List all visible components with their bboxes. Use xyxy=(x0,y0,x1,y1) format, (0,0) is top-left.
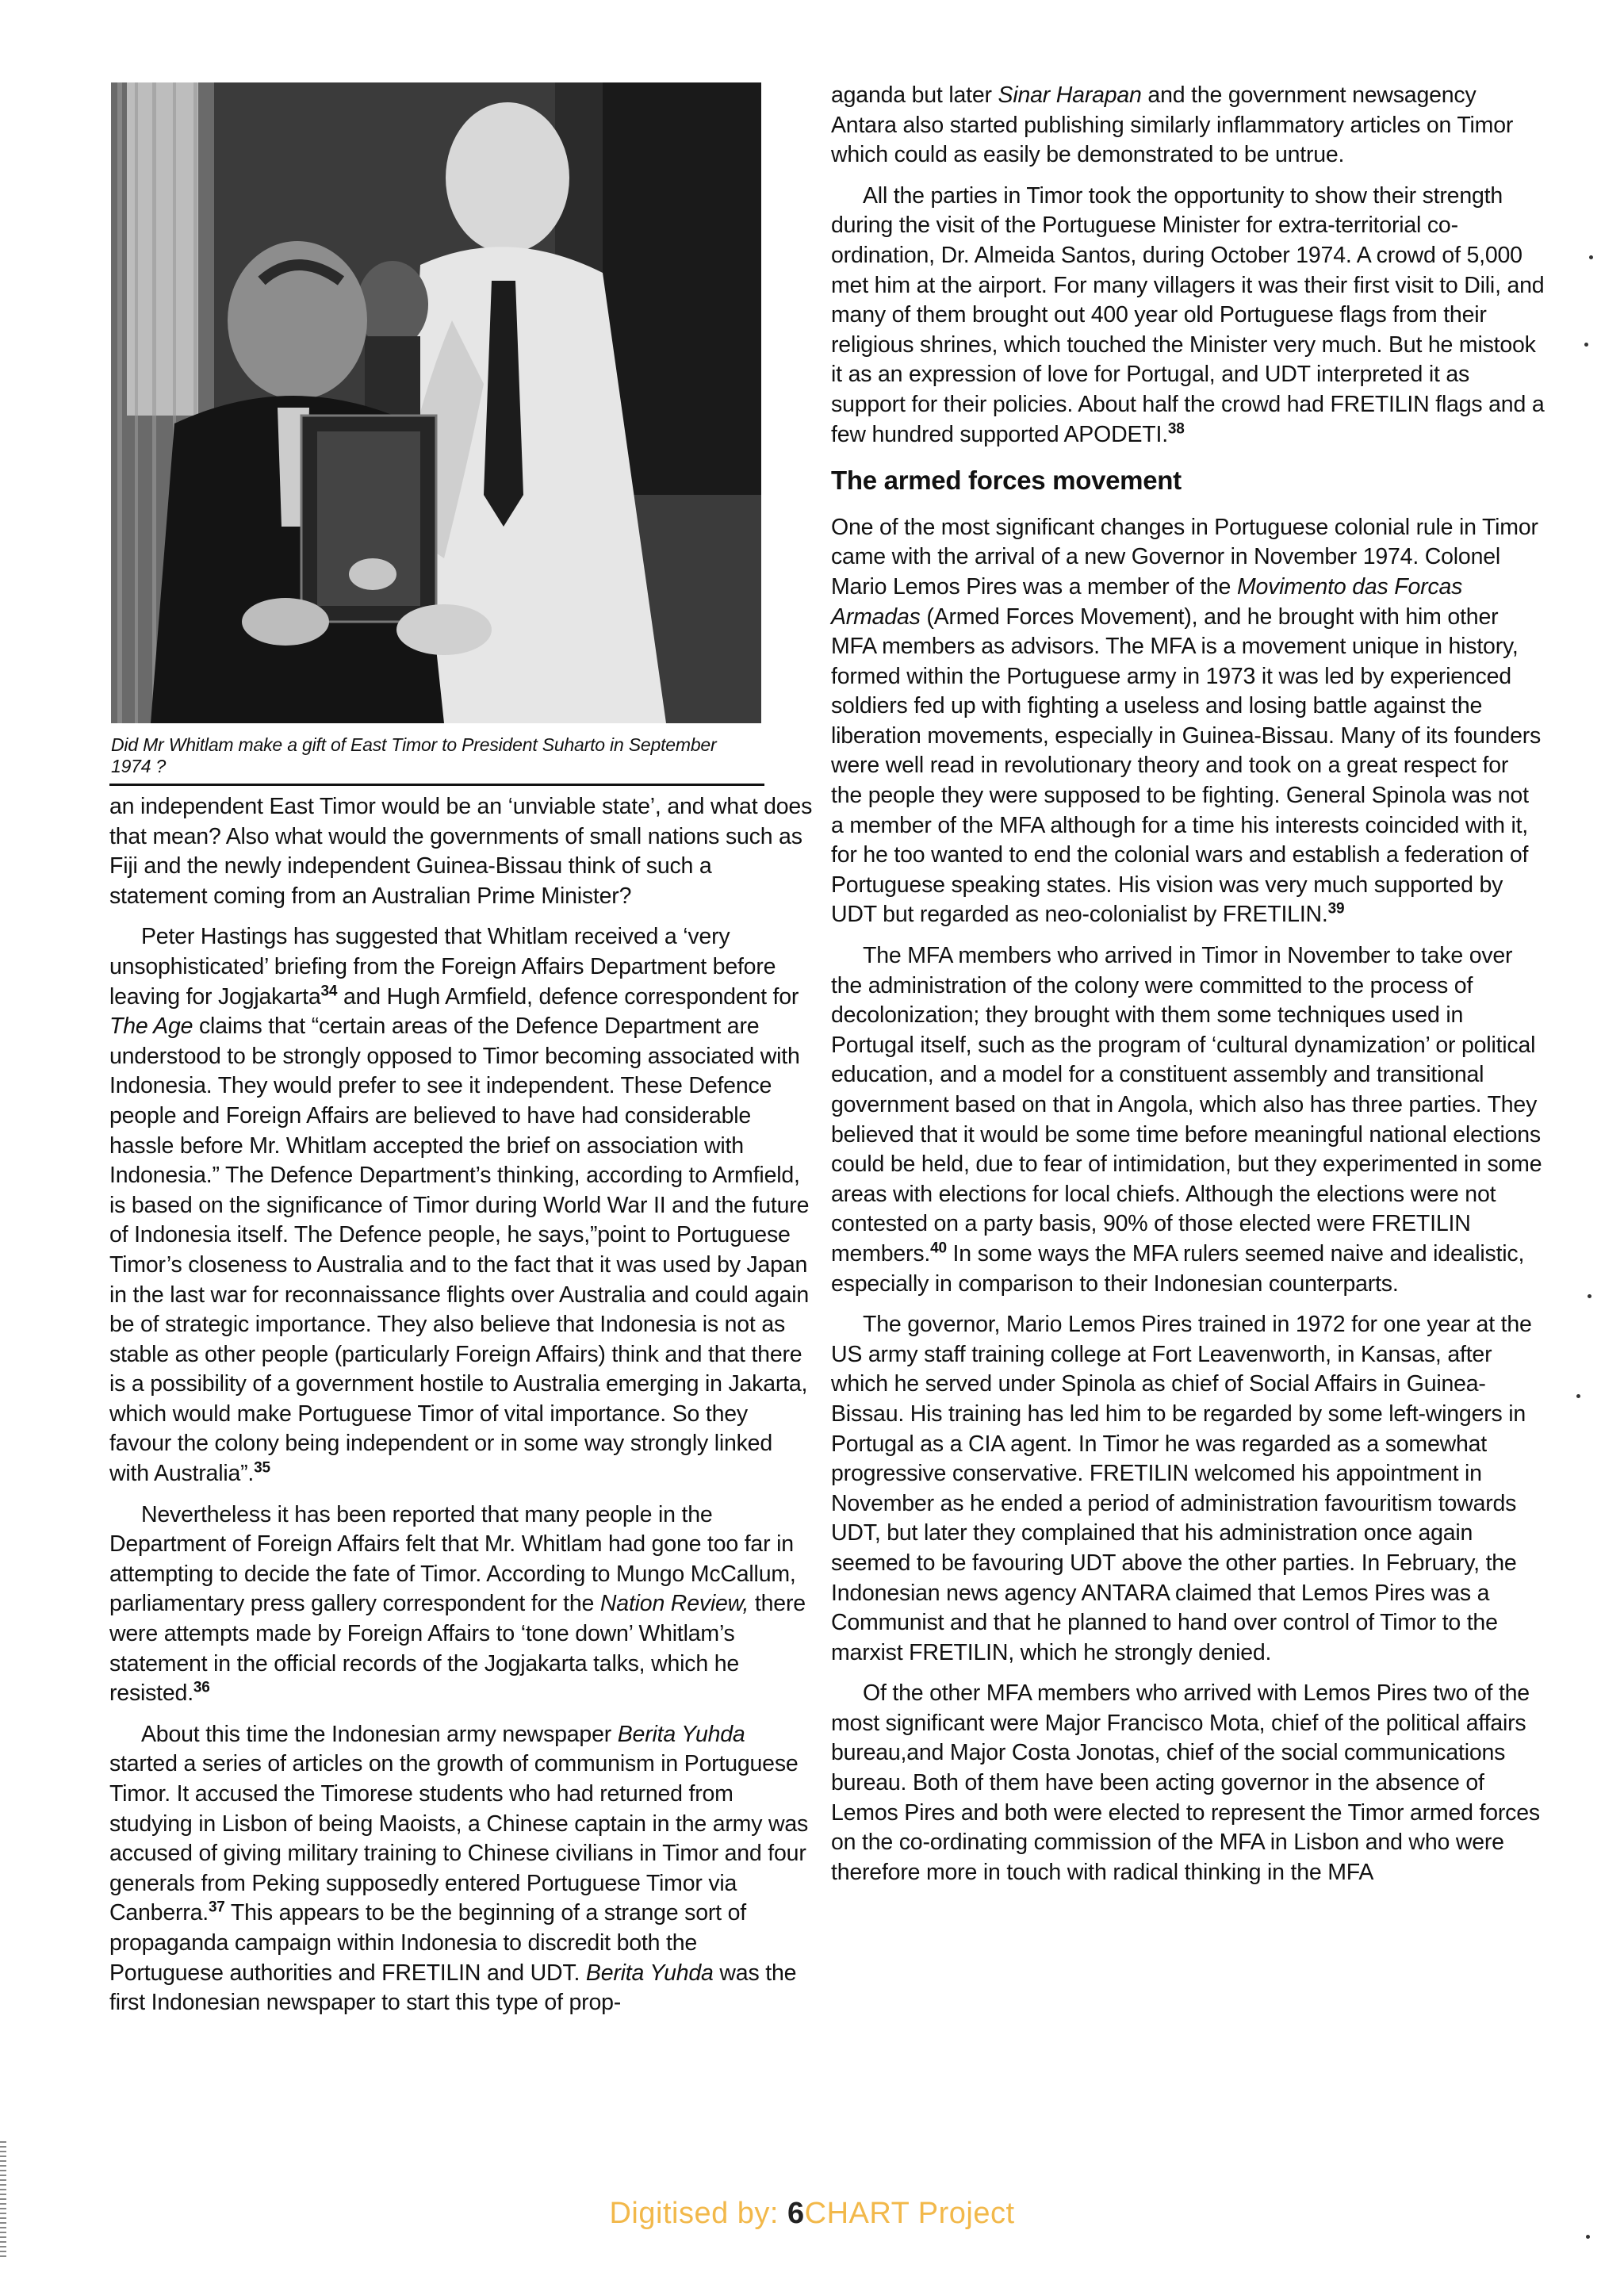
caption-divider xyxy=(109,784,764,786)
publication-title: Berita Yuhda xyxy=(617,1721,745,1747)
footnote-ref-35: 35 xyxy=(254,1459,270,1477)
scan-speck xyxy=(1586,2235,1590,2239)
publication-title: The Age xyxy=(109,1014,193,1040)
left-paragraph-1: an independent East Timor would be an ‘unviable state’, and what does that mean? Also what would the governments of small nations such as Fiji and the newly independent Guinea-Bissau think of such a statement coming from an Australian Prime Minister? xyxy=(109,794,813,909)
page-footer xyxy=(0,2197,1624,2231)
scan-speck xyxy=(1584,343,1588,347)
scan-speck xyxy=(1589,255,1593,259)
section-paragraph-2: The MFA members who arrived in Timor in November to take over the administration of the colony were committed to the process of decolonization; they brought with them some techniques used in Portugal itself, such as the program of ‘cultural dynamization’ or political education, and a model for a constituent assembly and transitional government based on that in Angola, which also has three parties. They believed that it would be some time before meaningful national elections could be held, due to fear of intimidation, but they experimented in some areas with elections for local chiefs. Although the elections were not contested on a party basis, 90% of those elected were FRETILIN members.$^{40}$ In some ways the MFA rulers seemed naive and idealistic, especially in comparison to their Indonesian counterparts. xyxy=(831,943,1542,1297)
left-paragraph-3: Nevertheless it has been reported that many people in the Department of Foreign Affairs felt that Mr. Whitlam had gone too far in attempting to decide the fate of Timor. According to Mungo McCallum, parliamentary press gallery correspondent for the Nation Review, there were attempts made by Foreign Affairs to ‘tone down’ Whitlam’s statement in the official records of the Jogjakarta talks, which he resisted.$^{36}$ xyxy=(109,1501,806,1707)
section-paragraph-4: Of the other MFA members who arrived with Lemos Pires two of the most significant were Major Francisco Mota, chief of the political affairs bureau,and Major Costa Jonotas, chief of the social communications bureau. Both of them have been acting governor in the absence of Lemos Pires and both were elected to represent the Timor armed forces on the co-ordinating commission of the MFA in Lisbon and who were therefore more in touch with radical thinking in the MFA xyxy=(831,1680,1540,1885)
news-photo xyxy=(111,82,761,723)
section-heading: The armed forces movement xyxy=(831,466,1182,496)
watermark-text: Digitised by: xyxy=(609,2197,788,2230)
publication-title: Nation Review, xyxy=(599,1591,749,1617)
photo-caption: Did Mr Whitlam make a gift of East Timor to President Suharto in September 1974 ? xyxy=(111,734,717,776)
right-column xyxy=(831,81,1545,1899)
photo-illustration xyxy=(111,82,761,723)
footnote-ref-39: 39 xyxy=(1327,900,1345,918)
footnote-ref-36: 36 xyxy=(193,1679,210,1696)
organization-name: Movimento das Forcas Armadas xyxy=(831,573,1463,630)
left-paragraph-4: About this time the Indonesian army newspaper Berita Yuhda started a series of articles on the growth of communism in Portuguese Timor. It accused the Timorese students who had returned from studying in Lisbon of being Maoists, a Chinese captain in the army was accused of giving military training to Chinese civilians in Timor and four generals from Peking supposedly entered Portuguese Timor via Canberra.$^{37}$ This appears to be the beginning of a strange sort of propaganda campaign within Indonesia to discredit both the Portuguese authorities and FRETILIN and UDT. Berita Yuhda was the first Indonesian newspaper to start this type of prop- xyxy=(109,1721,809,2016)
left-column xyxy=(109,82,815,2029)
publication-title: Berita Yuhda xyxy=(585,1960,714,1986)
right-paragraph-1: aganda but later Sinar Harapan and the government newsagency Antara also started publishing similarly inflammatory articles on Timor which could as easily be demonstrated to be untrue. xyxy=(831,82,1514,168)
footnote-ref-37: 37 xyxy=(208,1899,225,1916)
watermark-text: CHART Project xyxy=(804,2197,1015,2230)
section-paragraph-1: One of the most significant changes in Portuguese colonial rule in Timor came with the arrival of a new Governor in November 1974. Colonel Mario Lemos Pires was a member of the Movimento das Forcas Armadas (Armed Forces Movement), and he brought with him other MFA members as advisors. The MFA is a movement unique in history, formed within the Portuguese army in 1973 it was led by experienced soldiers fed up with fighting a useless and losing battle against the liberation movements, especially in Guinea-Bissau. Many of its founders were well read in revolutionary theory and took on a great respect for the people they were supposed to be fighting. General Spinola was not a member of the MFA although for a time his interests coincided with it, for he too wanted to end the colonial wars and establish a federation of Portuguese speaking states. His vision was very much supported by UDT but regarded as neo-colonialist by FRETILIN.$^{39}$ xyxy=(831,514,1542,928)
page-number: 6 xyxy=(787,2197,805,2230)
section-paragraph-3: The governor, Mario Lemos Pires trained in 1972 for one year at the US army staff training college at Fort Leavenworth, in Kansas, after which he served under Spinola as chief of Social Affairs in Guinea-Bissau. His training has led him to be regarded by some left-wingers in Portugal as a CIA agent. In Timor he was regarded as a somewhat progressive conservative. FRETILIN welcomed his appointment in November as he ended a period of administration favouritism towards UDT, but later they complained that his administration once again seemed to be favouring UDT above the other parties. In February, the Indonesian news agency ANTARA claimed that Lemos Pires was a Communist and that he planned to hand over control of Timor to the marxist FRETILIN, which he strongly denied. xyxy=(831,1312,1532,1665)
footnote-ref-38: 38 xyxy=(1167,420,1185,438)
scan-speck xyxy=(1588,1294,1591,1298)
right-paragraph-2: All the parties in Timor took the opportunity to show their strength during the visit of the Portuguese Minister for extra-territorial co-ordination, Dr. Almeida Santos, during October 1974. A crowd of 5,000 met him at the airport. For many villagers it was their first visit to Dili, and many of them brought out 400 year old Portuguese flags from their religious shrines, which touched the Minister very much. But he mistook it as an expression of love for Portugal, and UDT interpreted it as support for their policies. About half the crowd had FRETILIN flags and a few hundred supported APODETI.$^{38}$ xyxy=(831,182,1545,447)
footnote-ref-34: 34 xyxy=(320,983,338,1000)
footnote-ref-40: 40 xyxy=(930,1240,947,1257)
publication-title: Sinar Harapan xyxy=(998,82,1142,108)
scan-speck xyxy=(1576,1394,1580,1398)
left-paragraph-2: Peter Hastings has suggested that Whitlam received a ‘very unsophisticated’ briefing from the Foreign Affairs Department before leaving for Jogjakarta$^{34}$ and Hugh Armfield, defence correspondent for The Age claims that “certain areas of the Defence Department are understood to be strongly opposed to Timor becoming associated with Indonesia. They would prefer to see it independent. These Defence people and Foreign Affairs are believed to have had considerable hassle before Mr. Whitlam accepted the brief on association with Indonesia.” The Defence Department’s thinking, according to Armfield, is based on the significance of Timor during World War II and the future of Indonesia itself. The Defence people, he says,”point to Portuguese Timor’s closeness to Australia and to the fact that it was used by Japan in the last war for reconnaissance flights over Australia and could again be of strategic importance. They also believe that Indonesia is not as stable as other people (particularly Foreign Affairs) think and that there is a possibility of a government hostile to Australia emerging in Jakarta, which would make Portuguese Timor of vital importance. So they favour the colony being independent or in some way strongly linked with Australia”.$^{35}$ xyxy=(109,924,810,1487)
scan-edge-marks xyxy=(0,2141,6,2260)
